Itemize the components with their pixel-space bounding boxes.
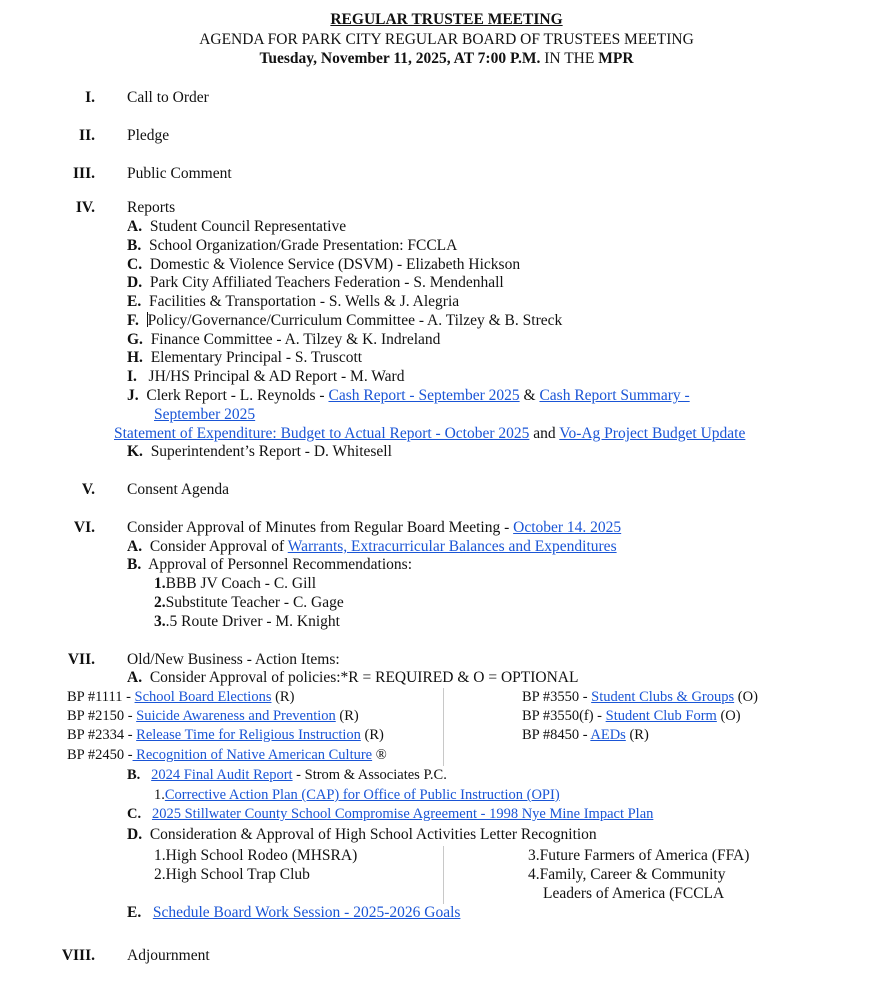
report-item [127,312,562,330]
policy-row [67,746,387,764]
policy-link[interactable]: School Board Elections [134,689,272,705]
cash-report-summary-link[interactable]: Cash Report Summary - [539,387,690,404]
report-item [127,331,440,349]
cap-link[interactable]: Corrective Action Plan (CAP) for Office of Public Instruction (OPI) [164,787,560,803]
policy-link[interactable]: AEDs [590,727,626,743]
policy-row [522,726,649,744]
audit-sub-item [154,786,560,804]
item-num: 3. [528,847,540,864]
work-session-link[interactable]: Schedule Board Work Session - 2025-2026 Goals [152,904,461,921]
item-letter: D. [127,826,143,843]
section-pledge: Pledge [127,127,170,144]
item-text: Finance Committee - A. Tilzey & K. Indreland [150,331,441,348]
policy-row [67,707,359,725]
policy-link[interactable]: Student Clubs & Groups [591,689,735,705]
item-num: 3. [154,613,166,630]
policy-tag: (O) [716,708,741,724]
policy-code: BP #2450 - [67,747,133,763]
location-pre: IN THE [540,50,599,67]
report-item-clerk [127,387,690,405]
title-text: REGULAR TRUSTEE MEETING [330,11,563,28]
report-item [127,368,404,386]
item-num: 1. [154,575,166,592]
policy-tag: (R) [335,708,359,724]
item-letter: D. [127,274,143,291]
section-num: II. [79,127,95,144]
minutes-item-b [127,556,412,574]
vo-ag-budget-link[interactable]: Vo-Ag Project Budget Update [559,425,746,442]
business-item-e [127,904,460,922]
item-text: BBB JV Coach - C. Gill [165,575,317,592]
policy-link[interactable]: Student Club Form [605,708,717,724]
warrants-link[interactable]: Warrants, Extracurricular Balances and Expenditures [287,538,617,555]
policy-tag: (R) [360,727,384,743]
page-subtitle: AGENDA FOR PARK CITY REGULAR BOARD OF TRUSTEES MEETING [199,31,694,48]
item-text: JH/HS Principal & AD Report - M. Ward [148,368,405,385]
activity-item [154,847,357,865]
item-text: Substitute Teacher - C. Gage [165,594,344,611]
clerk-links-row [114,425,745,443]
section-num: VIII. [61,947,95,964]
section-num: V. [81,481,95,498]
business-item-c [127,805,653,823]
item-letter: A. [127,669,143,686]
report-item [127,237,457,255]
item-letter: B. [127,237,142,254]
business-item-a [127,669,578,687]
item-text: Elementary Principal - S. Truscott [150,349,363,366]
item-text: Policy/Governance/Curriculum Committee - A. Tilzey & B. Streck [147,312,563,329]
item-letter: E. [127,904,142,921]
date: Tuesday, November 11, 2025, AT 7:00 P.M. [259,50,541,67]
item-num: 4. [528,866,540,883]
item-letter: A. [127,218,143,235]
section-minutes [127,519,621,537]
policy-code: BP #3550 - [522,689,592,705]
personnel-item [154,594,344,612]
item-letter: C. [127,806,142,822]
policy-code: BP #2334 - [67,727,137,743]
policy-code: BP #8450 - [522,727,591,743]
report-item [127,274,504,292]
activity-item-cont: Leaders of America (FCCLA [543,885,725,902]
report-item [127,443,392,461]
item-text: Future Farmers of America (FFA) [539,847,750,864]
policy-code: BP #1111 - [67,689,135,705]
activity-item [528,847,749,865]
item-letter: B. [127,556,142,573]
item-text: Domestic & Violence Service (DSVM) - Elizabeth Hickson [149,256,521,273]
item-text: Park City Affiliated Teachers Federation - S. Mendenhall [149,274,504,291]
section-reports: Reports [127,199,176,216]
item-text: Superintendent’s Report - D. Whitesell [150,443,392,460]
item-num: 2. [154,866,166,883]
activity-item [154,866,310,884]
item-letter: I. [127,368,137,385]
policy-link[interactable]: Recognition of Native American Culture [132,747,373,763]
item-text: School Organization/Grade Presentation: FCCLA [148,237,458,254]
column-divider [443,846,444,904]
section-call-to-order: Call to Order [127,89,209,106]
item-text: Facilities & Transportation - S. Wells & J. Alegria [148,293,460,310]
item-num: 1. [154,787,165,803]
personnel-item [154,613,340,631]
audit-report-link[interactable]: 2024 Final Audit Report [151,767,293,783]
minutes-item-a [127,538,617,556]
amp: & [519,387,540,404]
item-letter: F. [127,312,139,329]
item-text: .5 Route Driver - M. Knight [165,613,340,630]
column-divider [443,688,444,766]
policy-link[interactable]: Suicide Awareness and Prevention [136,708,336,724]
item-text: Consider Approval of [149,538,288,555]
policy-link[interactable]: Release Time for Religious Instruction [136,727,361,743]
item-text: High School Trap Club [165,866,310,883]
report-item [127,218,346,236]
policy-tag: (R) [271,689,295,705]
october-minutes-link[interactable]: October 14. 2025 [513,519,622,536]
section-public-comment: Public Comment [127,165,232,182]
item-letter: A. [127,538,143,555]
item-letter: C. [127,256,143,273]
section-num: III. [73,165,95,182]
business-item-b [127,766,447,784]
and-text: and [529,425,560,442]
personnel-item [154,575,316,593]
item-letter: J. [127,387,139,404]
item-text: Family, Career & Community [539,866,726,883]
item-letter: G. [127,331,143,348]
compromise-agreement-link[interactable]: 2025 Stillwater County School Compromise Agreement - 1998 Nye Mine Impact Plan [151,806,654,822]
page-title [0,11,893,29]
cash-report-link[interactable]: Cash Report - September 2025 [328,387,520,404]
item-num: 2. [154,594,166,611]
item-letter: K. [127,443,143,460]
item-text: Student Council Representative [149,218,347,235]
activity-item [528,866,725,884]
policy-row [522,688,758,706]
section-adjournment: Adjournment [127,947,210,964]
report-item [127,256,520,274]
location: MPR [598,50,634,67]
item-letter: E. [127,293,142,310]
section-num: I. [85,89,95,106]
policy-row [67,688,294,706]
item-text: Clerk Report - L. Reynolds - [146,387,329,404]
section-num: VII. [67,651,95,668]
item-text: High School Rodeo (MHSRA) [165,847,358,864]
item-text: Consider Approval of policies:*R = REQUIRED & O = OPTIONAL [149,669,579,686]
section-business: Old/New Business - Action Items: [127,651,340,668]
policy-tag: ® [372,747,387,763]
section-label: Consider Approval of Minutes from Regular Board Meeting - [127,519,514,536]
policy-row [522,707,741,725]
statement-of-expenditure-link[interactable]: Statement of Expenditure: Budget to Actual Report - October 2025 [114,425,530,442]
item-num: 1. [154,847,166,864]
report-item [127,349,362,367]
policy-tag: (R) [625,727,649,743]
item-letter: H. [127,349,143,366]
cash-report-summary-link-cont[interactable]: September 2025 [154,406,256,423]
section-consent-agenda: Consent Agenda [127,481,230,498]
item-letter: B. [127,767,141,783]
section-num: IV. [75,199,95,216]
meeting-datetime [0,50,893,68]
policy-row [67,726,384,744]
report-item [127,293,459,311]
policy-code: BP #2150 - [67,708,137,724]
cash-summary-link-cont [154,406,255,424]
section-num: VI. [73,519,95,536]
item-text: Approval of Personnel Recommendations: [148,556,413,573]
policy-code: BP #3550(f) - [522,708,606,724]
business-item-d [127,826,597,844]
item-text: Consideration & Approval of High School Activities Letter Recognition [149,826,597,843]
item-text: - Strom & Associates P.C. [292,767,447,783]
policy-tag: (O) [734,689,758,705]
